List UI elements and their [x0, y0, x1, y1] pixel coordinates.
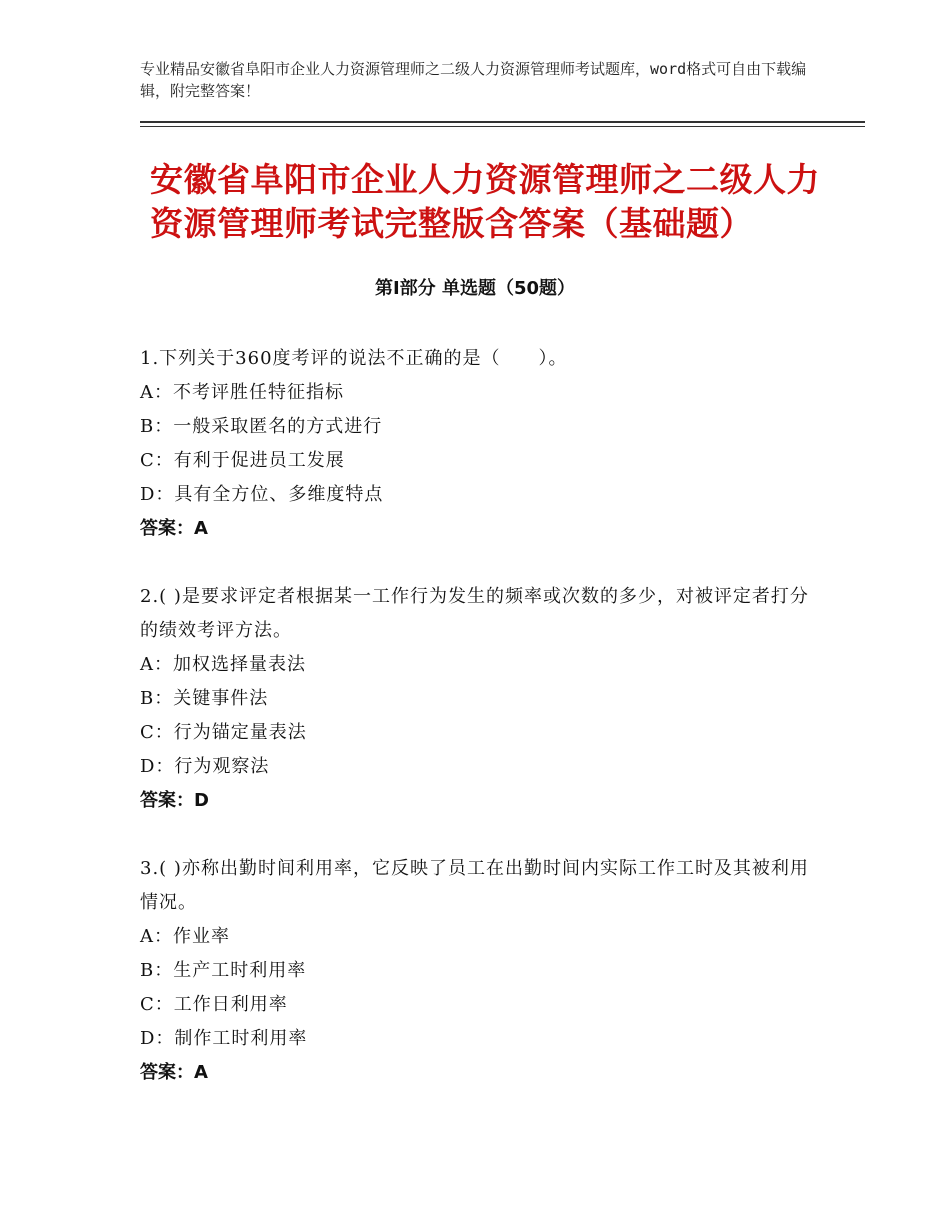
header-note: 专业精品安徽省阜阳市企业人力资源管理师之二级人力资源管理师考试题库，word格式可自由下载编辑，附完整答案！ — [140, 60, 807, 100]
option-d: D：具有全方位、多维度特点 — [140, 484, 384, 505]
option-c: C：工作日利用率 — [140, 994, 288, 1015]
option-a: A：作业率 — [140, 926, 230, 947]
question-2 — [140, 580, 820, 818]
option-d: D：制作工时利用率 — [140, 1028, 308, 1049]
question-1 — [140, 342, 820, 546]
option-b: B：生产工时利用率 — [140, 960, 307, 981]
option-b: B：一般采取匿名的方式进行 — [140, 416, 383, 437]
option-a: A：加权选择量表法 — [140, 654, 306, 675]
document-title: 安徽省阜阳市企业人力资源管理师之二级人力资源管理师考试完整版含答案（基础题） — [150, 160, 820, 243]
option-b: B：关键事件法 — [140, 688, 269, 709]
option-a: A：不考评胜任特征指标 — [140, 382, 344, 403]
question-list — [140, 342, 820, 1124]
section-title: 第Ⅰ部分 单选题（50题） — [374, 278, 575, 299]
question-text: 3.( )亦称出勤时间利用率，它反映了员工在出勤时间内实际工作工时及其被利用情况。 — [140, 858, 809, 913]
question-3 — [140, 852, 820, 1090]
option-d: D：行为观察法 — [140, 756, 270, 777]
answer: 答案：A — [140, 518, 208, 539]
option-c: C：行为锚定量表法 — [140, 722, 307, 743]
question-text: 1.下列关于360度考评的说法不正确的是（ ）。 — [140, 348, 568, 369]
answer: 答案：D — [140, 790, 209, 811]
question-text: 2.( )是要求评定者根据某一工作行为发生的频率或次数的多少，对被评定者打分的绩效考评方法。 — [140, 586, 809, 641]
answer: 答案：A — [140, 1062, 208, 1083]
option-c: C：有利于促进员工发展 — [140, 450, 345, 471]
header-rule-thin — [140, 126, 865, 127]
header-rule-thick — [140, 121, 865, 123]
